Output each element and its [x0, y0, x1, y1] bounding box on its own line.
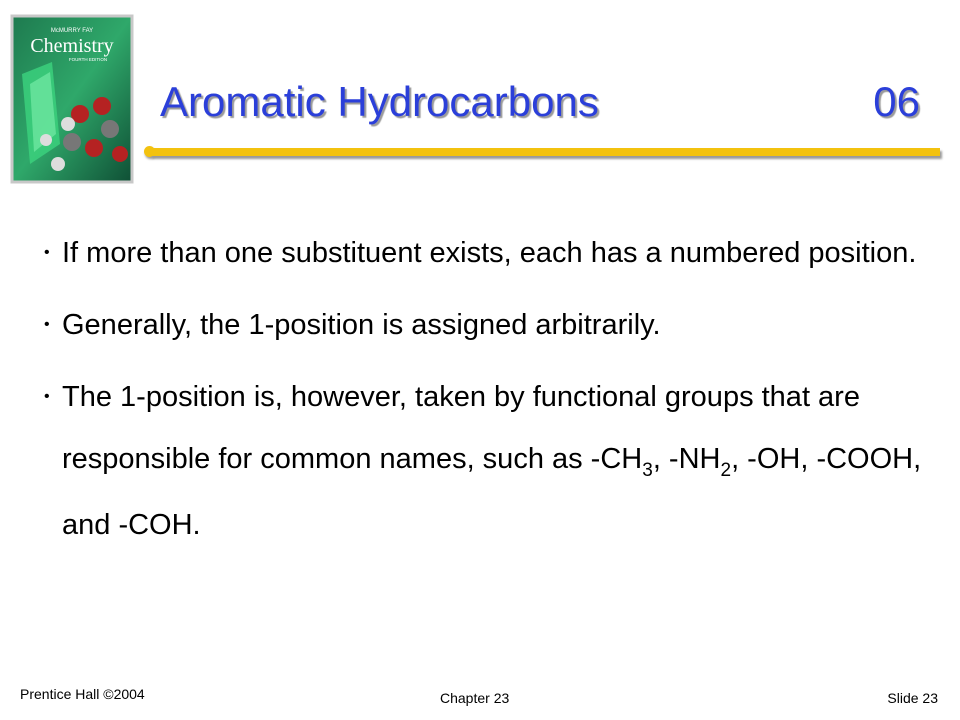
cover-title: Chemistry [30, 35, 114, 57]
bullet-item [44, 294, 934, 356]
title-rule [150, 148, 940, 156]
bullet-text-a: The 1-position is, however, taken by functional groups that are responsible for common names, such as -CH [62, 381, 860, 475]
footer-slide-number: Slide 23 [887, 690, 938, 706]
slide-title-bar [160, 78, 920, 138]
bullet-item [44, 366, 934, 556]
bullet-text-c: , -OH, -COOH, and -COH. [62, 443, 922, 541]
footer-chapter: Chapter 23 [440, 690, 510, 706]
book-cover-logo [10, 14, 134, 184]
cover-edition: FOURTH EDITION [68, 57, 108, 62]
bullet-text-b: , -NH [652, 443, 721, 475]
slide-title: Aromatic Hydrocarbons [160, 78, 599, 125]
bullet-list [44, 222, 934, 566]
footer-publisher: Prentice Hall ©2004 [20, 686, 145, 702]
bullet-dot-icon: • [44, 316, 50, 333]
slide-section-number: 06 [873, 78, 920, 125]
bullet-text: If more than one substituent exists, each has a numbered position. [62, 237, 917, 269]
cover-authors: McMURRY FAY [50, 28, 94, 34]
subscript-3: 3 [642, 460, 653, 481]
subscript-2: 2 [720, 460, 732, 481]
bullet-dot-icon: • [44, 388, 50, 405]
bullet-text [62, 381, 921, 541]
bullet-dot-icon: • [44, 244, 50, 261]
bullet-item [44, 222, 934, 284]
bullet-text: Generally, the 1-position is assigned arbitrarily. [62, 309, 661, 341]
